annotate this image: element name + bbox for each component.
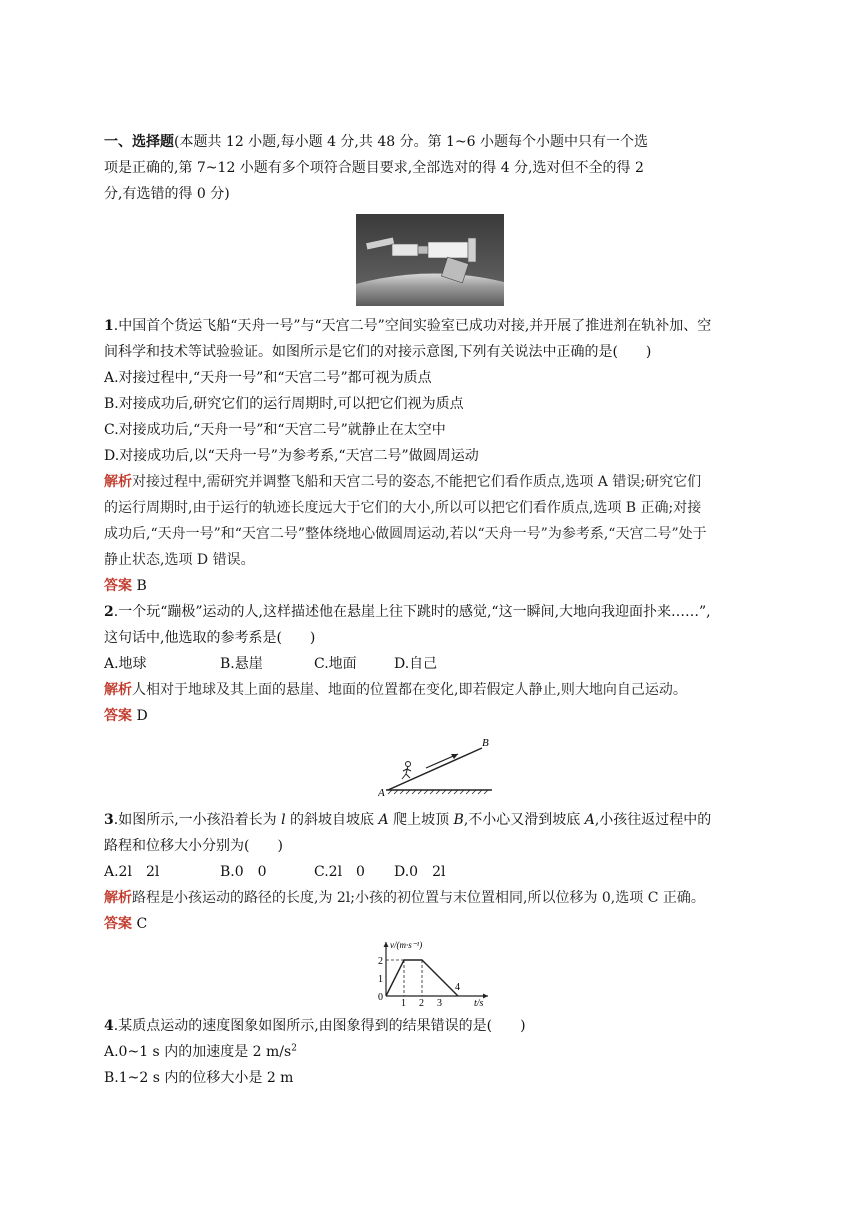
- q2-stem-text-1: .一个玩“蹦极”运动的人,这样描述他在悬崖上往下跳时的感觉,“这一瞬间,大地向我迎面扑来……”,: [113, 604, 711, 620]
- q2-analysis-text-1: 人相对于地球及其上面的悬崖、地面的位置都在变化,即若假定人静止,则大地向自己运动。: [132, 682, 687, 698]
- q2-number: 2: [104, 604, 114, 620]
- q3-stem-part-1: .如图所示,一小孩沿着长为: [113, 812, 282, 828]
- q3-stem-line-2: 路程和位移大小分别为( ): [104, 838, 283, 854]
- q3-stem-part-4: ,不小心又滑到坡底: [463, 812, 585, 828]
- q2-answer-tag: 答案: [104, 708, 132, 724]
- q3-option-b[interactable]: B.0 0: [220, 864, 267, 880]
- q4-option-b[interactable]: B.1~2 s 内的位移大小是 2 m: [104, 1070, 294, 1086]
- q3-option-d[interactable]: D.0 2l: [394, 864, 446, 880]
- child-figure: [402, 762, 411, 780]
- t-tick-3: 3: [437, 998, 442, 1006]
- v-tick-2: 2: [378, 956, 383, 967]
- q1-analysis-line-2: 的运行周期时,由于运行的轨迹长度远大于它们的大小,所以可以把它们看作质点,选项 B 正确;对接: [104, 500, 702, 516]
- q4-option-a-text: A.0~1 s 内的加速度是 2 m/s: [104, 1044, 292, 1060]
- q1-option-a[interactable]: A.对接过程中,“天舟一号”和“天宫二号”都可视为质点: [104, 370, 432, 386]
- q1-stem-line-2: 间科学和技术等试验验证。如图所示是它们的对接示意图,下列有关说法中正确的是( ): [104, 344, 652, 360]
- q2-option-d[interactable]: D.自己: [394, 656, 438, 672]
- q2-answer-line: [104, 706, 148, 726]
- q2-option-a[interactable]: A.地球: [104, 656, 147, 672]
- q3-number: 3: [104, 812, 114, 828]
- q4-stem-line-1: [104, 1016, 526, 1036]
- q3-analysis-tag: 解析: [104, 890, 132, 906]
- q3-answer-line: [104, 914, 147, 934]
- q1-stem-line-1: [104, 316, 711, 336]
- q3-analysis-line-1: [104, 888, 705, 908]
- t-axis-arrow: [483, 994, 488, 999]
- q2-answer-value: D: [132, 708, 148, 724]
- q3-analysis-text-1: 路程是小孩运动的路径的长度,为 2l;小孩的初位置与末位置相同,所以位移为 0,选项 C 正确。: [132, 890, 705, 906]
- q1-answer-line: [104, 576, 147, 596]
- q3-option-a[interactable]: A.2l 2l: [104, 864, 160, 880]
- q3-stem-part-2: 的斜坡自坡底: [285, 812, 379, 828]
- tiangong-rear: [468, 238, 476, 262]
- q1-stem-text-1: .中国首个货运飞船“天舟一号”与“天宫二号”空间实验室已成功对接,并开展了推进剂在轨补加、空: [113, 318, 712, 334]
- q1-analysis-line-3: 成功后,“天舟一号”和“天宫二号”整体绕地心做圆周运动,若以“天舟一号”为参考系,“天宫二号”处于: [104, 526, 707, 542]
- slope-figure: [378, 734, 498, 800]
- q2-option-b[interactable]: B.悬崖: [220, 656, 263, 672]
- q1-option-b[interactable]: B.对接成功后,研究它们的运行周期时,可以把它们视为质点: [104, 396, 464, 412]
- q3-stem-length-var: l: [281, 812, 286, 828]
- tiangong-module: [428, 242, 468, 258]
- tianzhou-module: [392, 244, 418, 256]
- q1-option-d[interactable]: D.对接成功后,以“天舟一号”为参考系,“天宫二号”做圆周运动: [104, 448, 479, 464]
- q3-stem-part-5: ,小孩往返过程中的: [594, 812, 712, 828]
- q3-options-row: [104, 862, 445, 882]
- q3-stem-part-3: 爬上坡顶: [388, 812, 454, 828]
- velocity-time-graph: [366, 938, 494, 1006]
- t-tick-4: 4: [455, 982, 460, 993]
- docking-port: [418, 246, 428, 254]
- q2-stem-line-2: 这句话中,他选取的参考系是( ): [104, 630, 316, 646]
- q1-option-c[interactable]: C.对接成功后,“天舟一号”和“天宫二号”就静止在太空中: [104, 422, 446, 438]
- t-axis-label: t/s: [474, 998, 484, 1006]
- q4-option-a-exponent: 2: [291, 1043, 297, 1054]
- q3-answer-tag: 答案: [104, 916, 132, 932]
- point-a-label: A: [378, 787, 385, 799]
- q4-number: 4: [104, 1018, 114, 1034]
- point-b-label: B: [482, 737, 489, 749]
- q4-option-a[interactable]: [104, 1042, 297, 1062]
- q3-stem-point-a-2: A: [584, 812, 595, 828]
- q1-analysis-text-1: 对接过程中,需研究并调整飞船和天宫二号的姿态,不能把它们看作质点,选项 A 错误;研究它们: [132, 474, 702, 490]
- v-axis-arrow: [384, 942, 389, 947]
- q3-answer-value: C: [132, 916, 148, 932]
- q3-stem-point-a: A: [378, 812, 389, 828]
- section-intro-text-1: (本题共 12 小题,每小题 4 分,共 48 分。第 1~6 小题每个小题中只有一个选: [174, 134, 649, 150]
- v-axis-label: v/(m·s⁻¹): [390, 940, 423, 950]
- q1-analysis-line-4: 静止状态,选项 D 错误。: [104, 552, 255, 568]
- q1-number: 1: [104, 318, 114, 334]
- q2-stem-line-1: [104, 602, 711, 622]
- section-heading: 一、选择题: [104, 134, 174, 150]
- q4-stem-text-1: .某质点运动的速度图象如图所示,由图象得到的结果错误的是( ): [113, 1018, 526, 1034]
- origin-label: 0: [378, 992, 383, 1003]
- q3-stem-point-b: B: [453, 812, 464, 828]
- section-intro-line-3: 分,有选错的得 0 分): [104, 186, 230, 202]
- t-tick-1: 1: [401, 998, 406, 1006]
- q1-answer-value: B: [132, 578, 147, 594]
- q1-analysis-line-1: [104, 472, 701, 492]
- q1-answer-tag: 答案: [104, 578, 132, 594]
- v-tick-1: 1: [378, 974, 383, 985]
- q3-stem-line-1: [104, 810, 711, 830]
- section-intro-line-1: [104, 132, 648, 152]
- q1-analysis-tag: 解析: [104, 474, 132, 490]
- q2-options-row: [104, 654, 437, 674]
- t-tick-2: 2: [419, 998, 424, 1006]
- q2-analysis-tag: 解析: [104, 682, 132, 698]
- q2-option-c[interactable]: C.地面: [314, 656, 357, 672]
- q2-analysis-line-1: [104, 680, 687, 700]
- slope-line: [388, 748, 482, 790]
- docking-figure: [356, 214, 504, 306]
- section-intro-line-2: 项是正确的,第 7~12 小题有多个项符合题目要求,全部选对的得 4 分,选对但不全的得 2: [104, 160, 644, 176]
- q3-option-c[interactable]: C.2l 0: [314, 864, 365, 880]
